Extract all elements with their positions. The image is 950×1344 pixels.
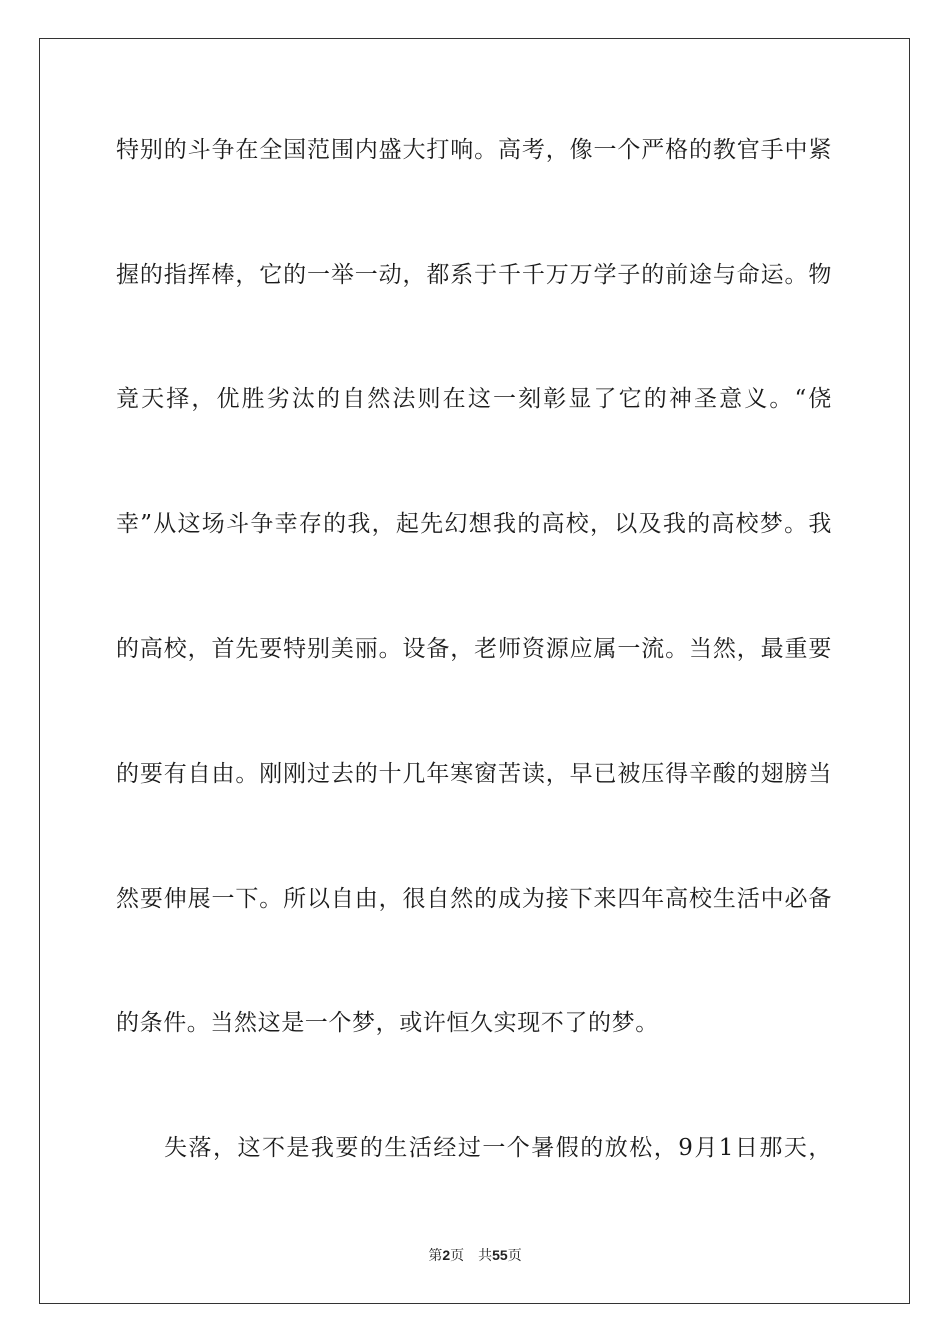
page-border	[39, 38, 910, 1304]
text-line: 特别的斗争在全国范围内盛大打响。高考，像一个严格的教官手中紧	[116, 137, 832, 163]
text-line: 的要有自由。刚刚过去的十几年寒窗苦读，早已被压得辛酸的翅膀当	[116, 761, 832, 787]
text-line: 握的指挥棒，它的一举一动，都系于千千万万学子的前途与命运。物	[116, 262, 832, 288]
text-line: 竟天择，优胜劣汰的自然法则在这一刻彰显了它的神圣意义。“侥	[116, 386, 832, 412]
text-line: 幸”从这场斗争幸存的我，起先幻想我的高校，以及我的高校梦。我	[116, 511, 832, 537]
text-line: 的条件。当然这是一个梦，或许恒久实现不了的梦。	[116, 1010, 659, 1036]
page-label-prefix: 第	[428, 1248, 443, 1264]
total-label-prefix: 共	[478, 1248, 493, 1264]
total-label-suffix: 页	[507, 1248, 522, 1264]
text-line: 然要伸展一下。所以自由，很自然的成为接下来四年高校生活中必备	[116, 886, 832, 912]
text-line: 的高校，首先要特别美丽。设备，老师资源应属一流。当然，最重要	[116, 636, 832, 662]
page-label-suffix: 页	[450, 1248, 465, 1264]
paragraph-first-line: 失落，这不是我要的生活经过一个暑假的放松，9月1日那天，	[164, 1135, 832, 1161]
page-footer	[0, 1246, 950, 1265]
page-number: 2	[442, 1247, 451, 1263]
total-pages: 55	[492, 1247, 508, 1263]
